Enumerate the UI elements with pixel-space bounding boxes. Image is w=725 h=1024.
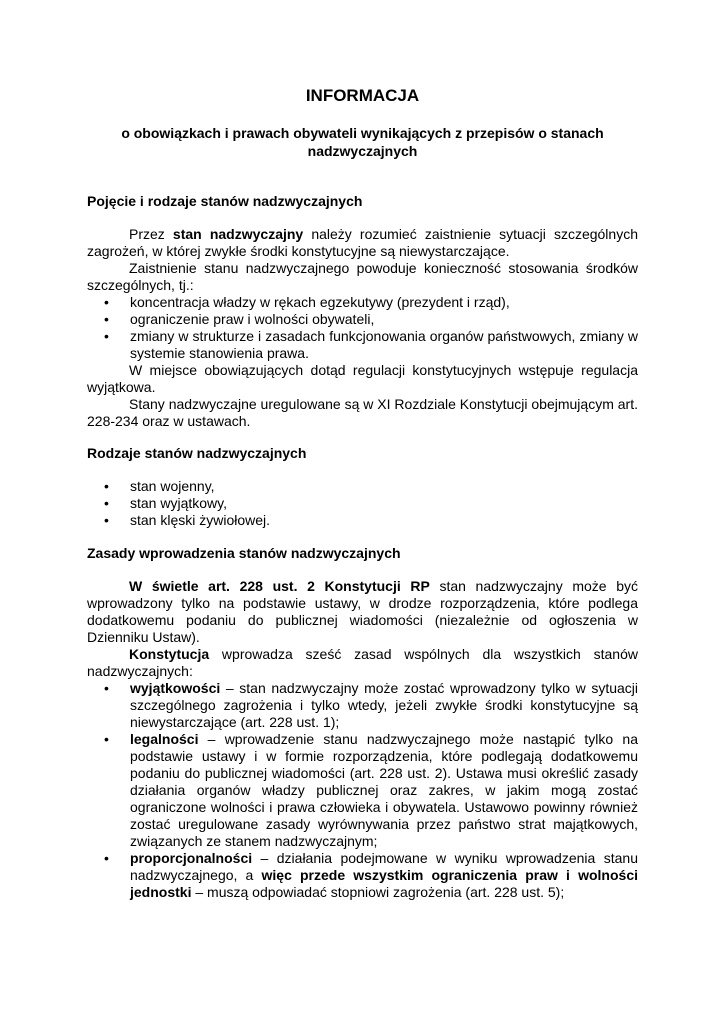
paragraph: Zaistnienie stanu nadzwyczajnego powoduje konieczność stosowania środków szczególnych, tj.: <box>87 260 638 293</box>
principles-list <box>87 680 638 901</box>
list-item: • ograniczenie praw i wolności obywateli, <box>104 311 375 327</box>
bullet-icon: • <box>104 478 109 494</box>
list-item: • wyjątkowości – stan nadzwyczajny może zostać wprowadzony tylko w sytuacji szczególnego zagrożenia i tylko wtedy, jeżeli zwykłe środki konstytucyjne są niewystarczające (art. 228 ust. 1); <box>104 680 638 730</box>
document-title: INFORMACJA <box>305 86 420 105</box>
paragraph: Przez stan nadzwyczajny należy rozumieć zaistnienie sytuacji szczególnych zagrożeń, w której zwykłe środki konstytucyjne są niewystarczające. <box>87 226 638 259</box>
section-types-body <box>87 478 638 529</box>
bullet-icon: • <box>104 294 109 310</box>
bullet-icon: • <box>104 495 109 511</box>
document-subtitle: o obowiązkach i prawach obywateli wynikających z przepisów o stanach nadzwyczajnych <box>121 125 604 159</box>
types-list <box>87 478 638 529</box>
measures-list <box>87 294 638 362</box>
list-item: • zmiany w strukturze i zasadach funkcjonowania organów państwowych, zmiany w systemie stanowienia prawa. <box>104 328 638 361</box>
section-heading-types: Rodzaje stanów nadzwyczajnych <box>87 445 307 461</box>
bullet-icon: • <box>104 328 109 344</box>
paragraph: Konstytucja wprowadza sześć zasad wspólnych dla wszystkich stanów nadzwyczajnych: <box>87 646 638 679</box>
list-item: • stan klęski żywiołowej. <box>104 512 271 528</box>
section-rules-body <box>87 578 638 901</box>
paragraph: W świetle art. 228 ust. 2 Konstytucji RP stan nadzwyczajny może być wprowadzony tylko na podstawie ustawy, w drodze rozporządzenia, które podlega dodatkowemu podaniu do publicznej wiadomości (niezależnie od ogłoszenia w Dzienniku Ustaw). <box>87 578 638 645</box>
bullet-icon: • <box>104 731 109 747</box>
list-item: • legalności – wprowadzenie stanu nadzwyczajnego może nastąpić tylko na podstawie ustawy i w formie rozporządzenia, które podlegają dodatkowemu podaniu do publicznej wiadomości (art. 228 ust. 2). Ustawa musi określić zasady działania organów władzy publicznej oraz zakres, w jakim mogą zostać ograniczone wolności i prawa człowieka i obywatela. Ustawowo powinny również zostać uregulowane zasady wyrównywania przez państwo strat majątkowych, związanych ze stanem nadzwyczajnym; <box>104 731 638 849</box>
list-item: • proporcjonalności – działania podejmowane w wyniku wprowadzenia stanu nadzwyczajnego, a więc przede wszystkim ograniczenia praw i wolności jednostki – muszą odpowiadać stopniowi zagrożenia (art. 228 ust. 5); <box>104 850 638 900</box>
section-heading-rules: Zasady wprowadzenia stanów nadzwyczajnych <box>87 545 401 561</box>
list-item: • stan wojenny, <box>104 478 215 494</box>
bullet-icon: • <box>104 850 109 866</box>
paragraph: W miejsce obowiązujących dotąd regulacji konstytucyjnych wstępuje regulacja wyjątkowa. <box>87 362 638 395</box>
list-item: • koncentracja władzy w rękach egzekutywy (prezydent i rząd), <box>104 294 510 310</box>
list-item: • stan wyjątkowy, <box>104 495 227 511</box>
bullet-icon: • <box>104 311 109 327</box>
bullet-icon: • <box>104 512 109 528</box>
section-heading-concept: Pojęcie i rodzaje stanów nadzwyczajnych <box>87 193 363 209</box>
bullet-icon: • <box>104 680 109 696</box>
section-concept-body <box>87 226 638 430</box>
paragraph: Stany nadzwyczajne uregulowane są w XI Rozdziale Konstytucji obejmującym art. 228-234 oraz w ustawach. <box>87 396 638 429</box>
